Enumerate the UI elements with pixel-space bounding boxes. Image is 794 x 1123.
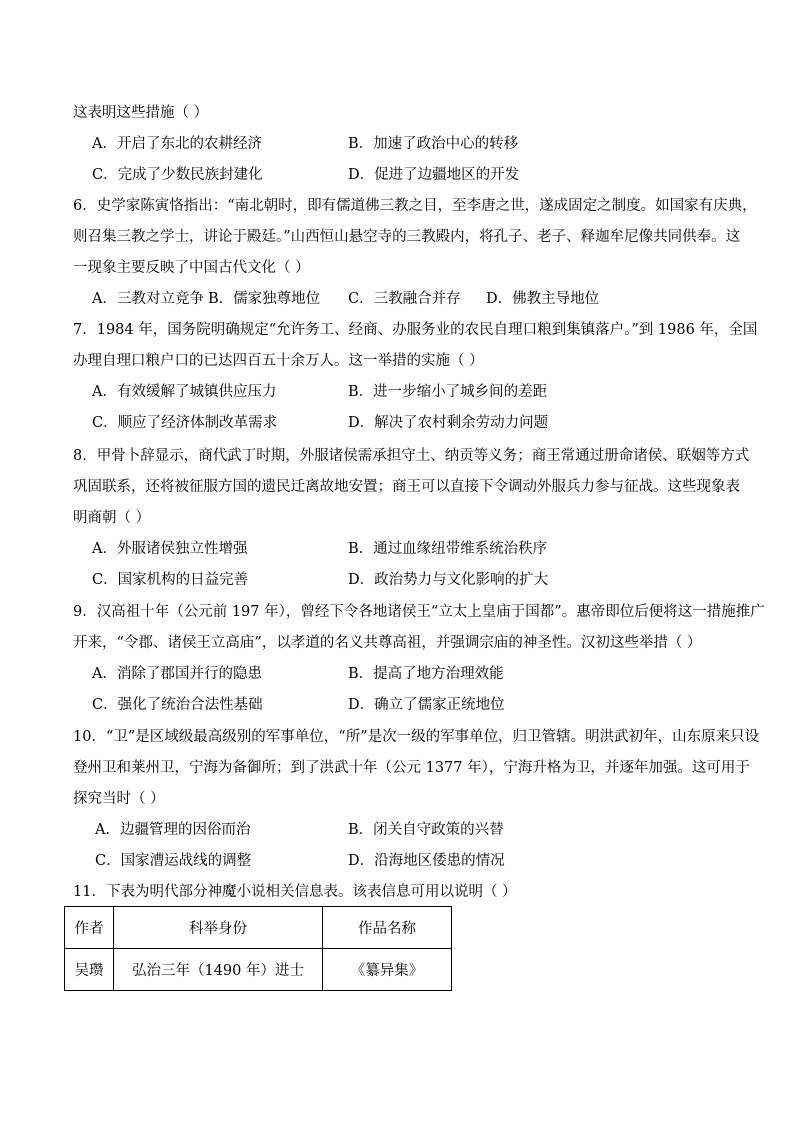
q7-stem-line: 7．1984 年，国务院明确规定“允许务工、经商、办服务业的农民自理口粮到集镇落户。”到 1986 年，全国 [73, 322, 758, 338]
q6-stem-line: 6．史学家陈寅恪指出：“南北朝时，即有儒道佛三教之目，至李唐之世，遂成固定之制度。如国家有庆典， [73, 198, 757, 214]
table-cell: 弘治三年（1490 年）进士 [114, 949, 323, 991]
novel-info-table [64, 906, 452, 991]
q5-option-d: D．促进了边疆地区的开发 [348, 167, 520, 183]
q5-option-c: C．完成了少数民族封建化 [92, 167, 263, 183]
q9-option-c: C．强化了统治合法性基础 [92, 697, 263, 713]
q8-stem-line: 明商朝（ ） [73, 510, 151, 526]
q6-option-b: B．儒家独尊地位 [208, 291, 321, 307]
q8-option-b: B．通过血缘纽带维系统治秩序 [348, 541, 548, 557]
q6-option-c: C．三教融合并存 [348, 291, 461, 307]
table-header-cell: 作品名称 [323, 907, 452, 949]
q7-stem-line: 办理自理口粮户口的已达四百五十余万人。这一举措的实施（ ） [73, 353, 484, 369]
q5-option-b: B．加速了政治中心的转移 [348, 136, 519, 152]
table-cell: 《纂异集》 [323, 949, 452, 991]
q9-option-a: A．消除了郡国并行的隐患 [92, 666, 262, 682]
q10-stem-line: 10．“卫”是区域级最高级别的军事单位，“所”是次一级的军事单位，归卫管辖。明洪武初年，山东原来只设 [73, 729, 760, 745]
q8-option-a: A．外服诸侯独立性增强 [92, 541, 248, 557]
q9-stem-line: 9．汉高祖十年（公元前 197 年），曾经下令各地诸侯王“立太上皇庙于国都”。惠帝即位后便将这一措施推广 [73, 604, 765, 620]
q7-option-b: B．进一步缩小了城乡间的差距 [348, 384, 548, 400]
q10-option-a: A．边疆管理的因俗而治 [95, 822, 251, 838]
q8-stem-line: 8．甲骨卜辞显示，商代武丁时期，外服诸侯需承担守土、纳贡等义务；商王常通过册命诸侯、联姻等方式 [73, 448, 750, 464]
q9-stem-line: 开来，“令郡、诸侯王立高庙”，以孝道的名义共尊高祖，并强调宗庙的神圣性。汉初这些举措（ ） [73, 635, 702, 651]
table-header-cell: 作者 [65, 907, 114, 949]
q9-option-d: D．确立了儒家正统地位 [348, 697, 505, 713]
q9-option-b: B．提高了地方治理效能 [348, 666, 504, 682]
q6-stem-line: 一现象主要反映了中国古代文化（ ） [73, 260, 310, 276]
table-cell: 吴瓒 [65, 949, 114, 991]
q10-stem-line: 登州卫和莱州卫，宁海为备御所；到了洪武十年（公元 1377 年），宁海升格为卫，并逐年加强。这可用于 [73, 760, 750, 776]
q8-option-c: C．国家机构的日益完善 [92, 572, 249, 588]
q7-option-c: C．顺应了经济体制改革需求 [92, 415, 278, 431]
q10-option-b: B．闭关自守政策的兴替 [348, 822, 504, 838]
table-header-row [65, 907, 452, 949]
q10-option-c: C．国家漕运战线的调整 [95, 853, 252, 869]
q8-option-d: D．政治势力与文化影响的扩大 [348, 572, 549, 588]
q5-stem: 这表明这些措施（ ） [73, 105, 209, 121]
q7-option-a: A．有效缓解了城镇供应压力 [92, 384, 277, 400]
q10-option-d: D．沿海地区倭患的情况 [348, 853, 505, 869]
q10-stem-line: 探究当时（ ） [73, 791, 165, 807]
table-row [65, 949, 452, 991]
q8-stem-line: 巩固联系，还将被征服方国的遗民迁离故地安置；商王可以直接下令调动外服兵力参与征战。这些现象表 [73, 479, 740, 495]
table-header-cell: 科举身份 [114, 907, 323, 949]
q11-stem: 11．下表为明代部分神魔小说相关信息表。该表信息可用以说明（ ） [73, 884, 517, 900]
q5-option-a: A．开启了东北的农耕经济 [92, 136, 262, 152]
q6-stem-line: 则召集三教之学士，讲论于殿廷。”山西恒山悬空寺的三教殿内，将孔子、老子、释迦牟尼像共同供奉。这 [73, 229, 741, 245]
q6-option-d: D．佛教主导地位 [486, 291, 600, 307]
q7-option-d: D．解决了农村剩余劳动力问题 [348, 415, 549, 431]
q6-option-a: A．三教对立竞争 [92, 291, 204, 307]
